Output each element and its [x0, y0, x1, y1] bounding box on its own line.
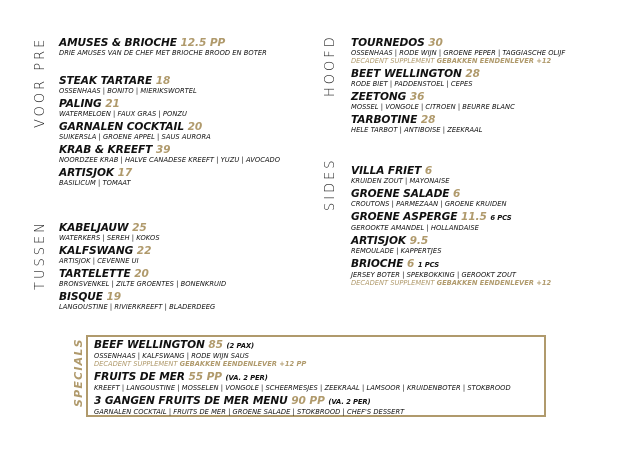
section-label-specials: SPECIALS — [72, 338, 85, 407]
item-price: 22 — [136, 245, 152, 257]
item-quantity: 1 PCS — [417, 261, 440, 269]
item-description: ARTISJOK | CEVENNE UI — [59, 257, 139, 265]
item-name: GROENE SALADE — [351, 188, 450, 200]
menu-item — [59, 38, 280, 57]
menu-item — [94, 340, 511, 368]
item-price: 25 — [132, 222, 147, 234]
item-name: BEET WELLINGTON — [351, 68, 462, 80]
item-description: DRIE AMUSES VAN DE CHEF MET BRIOCHE BROOD EN BOTER — [59, 49, 267, 57]
item-price: 11.5 — [461, 211, 487, 223]
menu-item — [59, 145, 280, 164]
item-name: KALFSWANG — [59, 245, 134, 257]
menu-item — [94, 372, 511, 392]
item-description: NOORDZEE KRAB | HALVE CANADESE KREEFT | YUZU | AVOCADO — [59, 156, 281, 164]
item-price: 36 — [409, 91, 425, 103]
item-description: OSSENHAAS | RODE WIJN | GROENE PEPER | TAGGIASCHE OLIJF — [351, 49, 566, 57]
item-name: BISQUE — [59, 291, 103, 303]
menu-item — [59, 168, 280, 187]
item-price: 28 — [465, 68, 480, 80]
specials-column — [94, 340, 511, 416]
menu-item — [351, 115, 565, 134]
item-name: ARTISJOK — [59, 167, 115, 179]
menu-item — [351, 212, 551, 232]
supplement-value: GEBAKKEN EENDENLEVER +12 — [436, 57, 552, 65]
voorpre-column — [59, 38, 280, 187]
item-description: LANGOUSTINE | RIVIERKREEFT | BLADERDEEG — [59, 303, 216, 311]
item-note: (VA. 2 PER) — [328, 398, 371, 406]
menu-item — [59, 246, 226, 265]
menu-item — [59, 223, 226, 242]
item-price: 9.5 — [409, 235, 429, 247]
menu-item — [59, 99, 280, 118]
item-name: FRUITS DE MER — [94, 371, 185, 383]
item-description: KREEFT | LANGOUSTINE | MOSSELEN | VONGOLE | SCHEERMESJES | ZEEKRAAL | LAMSOOR | KRUIDENBOTER | STOKBROOD — [94, 384, 511, 392]
item-price: 6 — [453, 188, 461, 200]
item-name: TOURNEDOS — [351, 37, 425, 49]
supplement-value: GEBAKKEN EENDENLEVER +12 — [436, 279, 552, 287]
item-description: REMOULADE | KAPPERTJES — [351, 247, 442, 255]
item-price: 85 — [208, 339, 223, 351]
item-price: 6 — [406, 258, 415, 270]
item-price: 20 — [134, 268, 149, 280]
menu-item — [59, 292, 226, 311]
item-description: RODE BIET | PADDENSTOEL | CEPES — [351, 80, 473, 88]
sides-column — [351, 166, 551, 287]
item-description: JERSEY BOTER | SPEKBOKKING | GEROOKT ZOUT — [351, 271, 517, 279]
item-name: GROENE ASPERGE — [351, 211, 458, 223]
section-label-hoofd: HOOFD — [323, 34, 338, 97]
supplement-value: GEBAKKEN EENDENLEVER +12 PP — [179, 360, 307, 368]
item-description: BRONSVENKEL | ZILTE GROENTES | BONENKRUID — [59, 280, 227, 288]
item-name: BRIOCHE — [351, 258, 404, 270]
item-price: 90 PP — [291, 395, 325, 407]
item-name: TARBOTINE — [351, 114, 418, 126]
item-quantity: 6 PCS — [490, 214, 512, 222]
item-price: 21 — [105, 98, 120, 110]
item-note: (2 PAX) — [226, 342, 255, 350]
menu-item — [94, 396, 511, 416]
item-price: 17 — [117, 167, 133, 179]
item-description: WATERKERS | SEREH | KOKOS — [59, 234, 160, 242]
item-description: SUIKERSLA | GROENE APPEL | SAUS AURORA — [59, 133, 211, 141]
item-price: 6 — [424, 165, 433, 177]
menu-item — [351, 189, 551, 208]
section-label-voorpre: VOOR PRE — [33, 36, 48, 128]
item-description: BASILICUM | TOMAAT — [59, 179, 131, 187]
item-name: TARTELETTE — [59, 268, 131, 280]
supplement-label: DECADENT SUPPLEMENT — [94, 360, 178, 368]
menu-item — [351, 38, 565, 65]
item-name: BEEF WELLINGTON — [94, 339, 205, 351]
item-description: OSSENHAAS | BONITO | MIERIKSWORTEL — [59, 87, 197, 95]
item-description: WATERMELOEN | FAUX GRAS | PONZU — [59, 110, 187, 118]
item-name: 3 GANGEN FRUITS DE MER MENU — [94, 395, 288, 407]
item-supplement — [94, 360, 511, 368]
item-description: CROUTONS | PARMEZAAN | GROENE KRUIDEN — [351, 200, 507, 208]
section-label-tussen: TUSSEN — [33, 220, 48, 290]
menu-item — [351, 236, 551, 255]
item-name: ARTISJOK — [351, 235, 407, 247]
item-name: KRAB & KREEFT — [59, 144, 153, 156]
item-price: 28 — [420, 114, 436, 126]
item-supplement — [351, 279, 551, 287]
menu-item — [351, 259, 551, 287]
item-price: 55 PP — [188, 371, 222, 383]
item-description: OSSENHAAS | KALFSWANG | RODE WIJN SAUS — [94, 352, 249, 360]
item-note: (VA. 2 PER) — [225, 374, 268, 382]
item-supplement — [351, 57, 565, 65]
item-name: KABELJAUW — [59, 222, 129, 234]
hoofd-column — [351, 38, 565, 134]
item-description: GARNALEN COCKTAIL | FRUITS DE MER | GROENE SALADE | STOKBROOD | CHEF'S DESSERT — [94, 408, 405, 416]
supplement-label: DECADENT SUPPLEMENT — [351, 279, 435, 287]
item-description: GEROOKTE AMANDEL | HOLLANDAISE — [351, 224, 479, 232]
item-description: HELE TARBOT | ANTIBOISE | ZEEKRAAL — [351, 126, 483, 134]
menu-item — [351, 166, 551, 185]
item-name: VILLA FRIET — [351, 165, 422, 177]
item-name: AMUSES & BRIOCHE — [59, 37, 177, 49]
item-price: 12.5 PP — [180, 37, 226, 49]
menu-item — [59, 76, 280, 95]
item-price: 19 — [106, 291, 122, 303]
item-price: 18 — [155, 75, 171, 87]
menu-item — [59, 269, 226, 288]
item-name: GARNALEN COCKTAIL — [59, 121, 185, 133]
item-description: KRUIDEN ZOUT | MAYONAISE — [351, 177, 450, 185]
item-price: 30 — [428, 37, 443, 49]
menu-item — [351, 92, 565, 111]
supplement-label: DECADENT SUPPLEMENT — [351, 57, 435, 65]
section-label-sides: SIDES — [323, 157, 338, 211]
item-name: STEAK TARTARE — [59, 75, 153, 87]
item-name: ZEETONG — [351, 91, 407, 103]
item-price: 39 — [155, 144, 171, 156]
menu-item — [351, 69, 565, 88]
item-price: 20 — [187, 121, 203, 133]
tussen-column — [59, 223, 226, 311]
menu-item — [59, 122, 280, 141]
item-description: MOSSEL | VONGOLE | CITROEN | BEURRE BLANC — [351, 103, 515, 111]
item-name: PALING — [59, 98, 102, 110]
